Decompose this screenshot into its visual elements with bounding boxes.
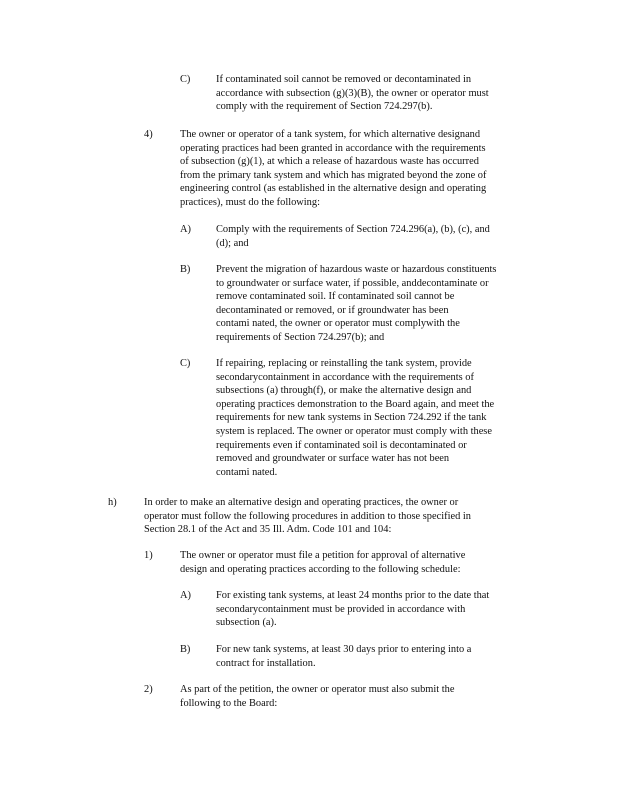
item-text: Comply with the requirements of Section 724.296(a), (b), (c), and (d); and — [216, 224, 490, 249]
item-marker: 2) — [144, 684, 153, 695]
item-marker: A) — [180, 590, 191, 601]
item-text: The owner or operator of a tank system, for which alternative designand operating practices had been granted in accordance with the requirements of subsection (g)(1), at which a release of hazardous waste has occurred from the primary tank system and which has migrated beyond the zone of engineering control (as established in the alternative design and operating practices), must do the following: — [180, 129, 487, 208]
item-marker: 4) — [144, 129, 153, 140]
item-marker: B) — [180, 264, 191, 275]
item-text: As part of the petition, the owner or operator must also submit the following to the Board: — [180, 684, 455, 709]
item-text: If contaminated soil cannot be removed or decontaminated in accordance with subsection (g)(3)(B), the owner or operator must comply with the requirement of Section 724.297(b). — [216, 74, 489, 113]
item-marker: C) — [180, 358, 191, 369]
item-marker: B) — [180, 644, 191, 655]
item-marker: C) — [180, 74, 191, 85]
item-text: Prevent the migration of hazardous waste or hazardous constituents to groundwater or surface water, if possible, anddecontaminate or remove contaminated soil. If contaminated soil cannot be decontaminated or removed, or if groundwater has been contami nated, the owner or operator must complywith the requirements of Section 724.297(b); and — [216, 264, 497, 343]
item-marker: A) — [180, 224, 191, 235]
item-text: If repairing, replacing or reinstalling the tank system, provide secondarycontainment in accordance with the requirements of subsections (a) through(f), or make the alternative design and operating practices demonstration to the Board again, and meet the requirements for new tank systems in Section 724.292 if the tank system is replaced. The owner or operator must comply with these requirements even if contaminated soil is decontaminated or removed and groundwater or surface water has not been contami nated. — [216, 358, 495, 478]
item-text: For new tank systems, at least 30 days prior to entering into a contract for installation. — [216, 644, 472, 669]
item-text: For existing tank systems, at least 24 months prior to the date that secondarycontainment must be provided in accordance with subsection (a). — [216, 590, 490, 629]
item-text: The owner or operator must file a petition for approval of alternative design and operating practices according to the following schedule: — [180, 550, 466, 575]
item-marker: 1) — [144, 550, 153, 561]
item-marker: h) — [108, 497, 117, 508]
item-text: In order to make an alternative design and operating practices, the owner or operator must follow the following procedures in addition to those specified in Section 28.1 of the Act and 35 Ill. Adm. Code 101 and 104: — [144, 497, 471, 536]
